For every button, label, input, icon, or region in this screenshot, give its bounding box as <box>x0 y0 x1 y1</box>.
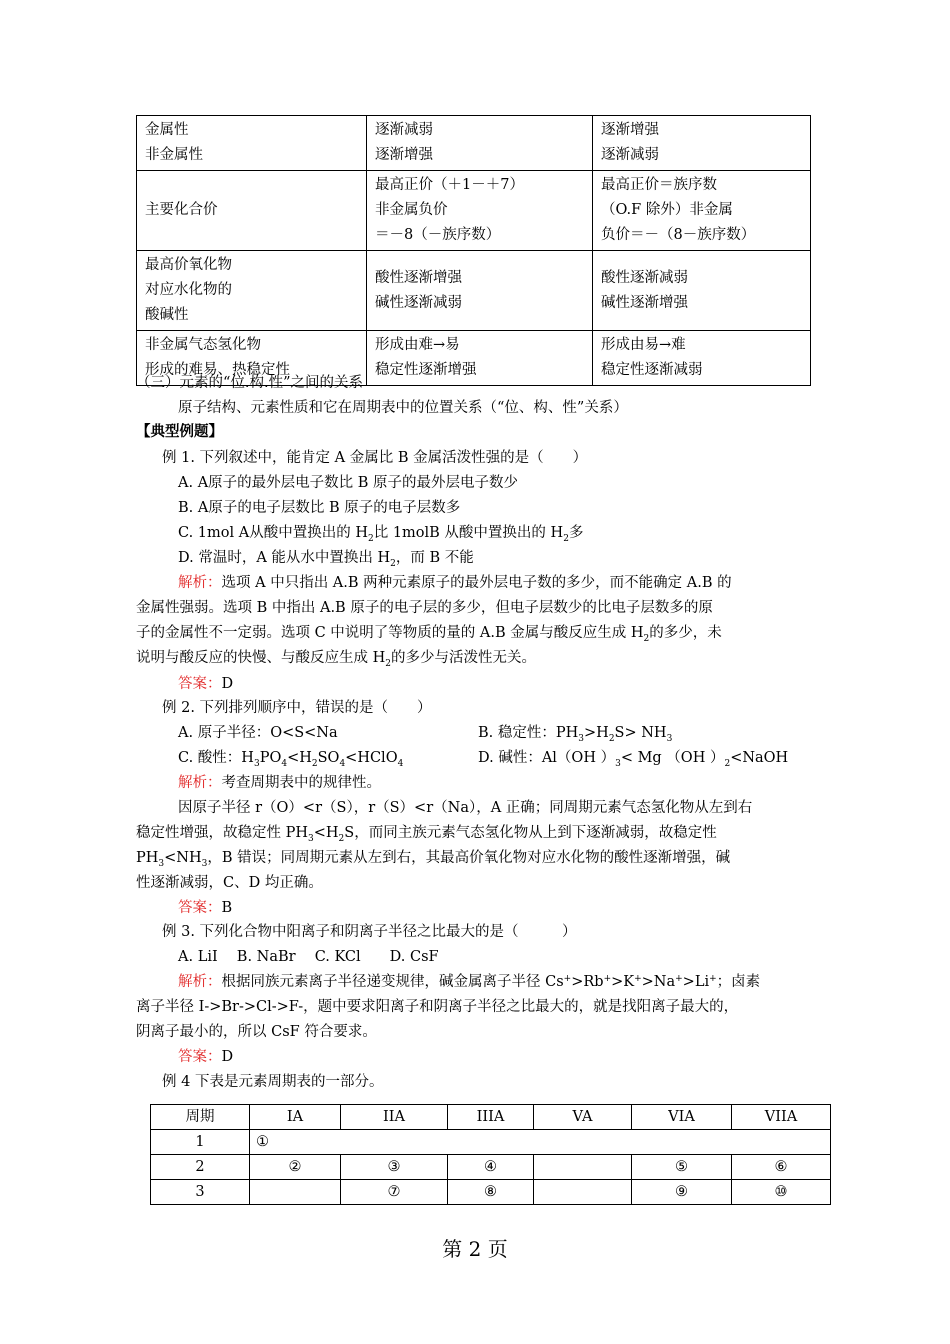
table-cell: 形成由易→难 稳定性逐渐减弱 <box>593 331 811 386</box>
header-cell: VIIA <box>732 1105 831 1130</box>
section-description: 原子结构、元素性质和它在周期表中的位置关系（“位、构、性”关系） <box>178 400 628 416</box>
table-cell: 形成由难→易 稳定性逐渐增强 <box>367 331 593 386</box>
table-row <box>151 1155 831 1180</box>
header-cell: 周期 <box>151 1105 250 1130</box>
table-cell: ⑩ <box>732 1180 831 1205</box>
example-1-question: 例 1. 下列叙述中，能肯定 A 金属比 B 金属活泼性强的是（ ） <box>162 450 588 466</box>
table-row <box>137 251 811 331</box>
table-cell: ① <box>250 1130 831 1155</box>
table-cell: 主要化合价 <box>137 171 367 251</box>
example-2-answer: 答案：B <box>178 900 233 916</box>
example-3-analysis: 解析：根据同族元素离子半径递变规律，碱金属离子半径 Cs+>Rb+>K+>Na+>Li+；卤素 离子半径 I->Br->Cl->F-，题中要求阳离子和阴离子半径之比最大的，就是找阳离子最大的， 阴离子最小的，所以 CsF 符合要求。 <box>136 974 761 1040</box>
periodic-trend-table <box>136 115 811 386</box>
table-cell: 最高正价（＋1－＋7） 非金属负价 ＝－8（－族序数） <box>367 171 593 251</box>
example-2-question: 例 2. 下列排列顺序中，错误的是（ ） <box>162 700 432 716</box>
table-cell <box>534 1180 632 1205</box>
examples-heading: 【典型例题】 <box>136 423 223 440</box>
header-cell: VIA <box>632 1105 732 1130</box>
table-cell: 2 <box>151 1155 250 1180</box>
table-cell: ⑥ <box>732 1155 831 1180</box>
option-a: A. 原子半径：O<S<Na <box>178 725 338 741</box>
table-cell: 1 <box>151 1130 250 1155</box>
option-b: B. A原子的电子层数比 B 原子的电子层数多 <box>178 500 461 516</box>
table-cell: ③ <box>341 1155 448 1180</box>
table-cell: 逐渐减弱 逐渐增强 <box>367 116 593 171</box>
table-cell: 最高价氧化物 对应水化物的 酸碱性 <box>137 251 367 331</box>
table-cell: 酸性逐渐减弱 碱性逐渐增强 <box>593 251 811 331</box>
option-d: D. 常温时，A 能从水中置换出 $H_2$，而 B 不能 <box>178 550 474 569</box>
table-cell <box>250 1180 341 1205</box>
table-row <box>151 1180 831 1205</box>
header-cell: IIA <box>341 1105 448 1130</box>
header-cell: IA <box>250 1105 341 1130</box>
example-1-answer: 答案：D <box>178 676 234 692</box>
option-c: C. 1mol A从酸中置换出的 $H_2$比 1molB 从酸中置换出的 $H_2$多 <box>178 525 584 544</box>
analysis-label: 解析： <box>178 575 222 591</box>
example-3-question: 例 3. 下列化合物中阳离子和阴离子半径之比最大的是（ ） <box>162 924 577 940</box>
example-3-answer: 答案：D <box>178 1049 234 1065</box>
table-cell: 金属性 非金属性 <box>137 116 367 171</box>
option-c: C. 酸性：$H_3PO_4<H_2SO_4<HClO_4$ <box>178 750 404 769</box>
table-cell: 逐渐增强 逐渐减弱 <box>593 116 811 171</box>
table-cell: 3 <box>151 1180 250 1205</box>
table-row <box>137 116 811 171</box>
page-number: 第 2 页 <box>442 1237 508 1261</box>
header-cell: VA <box>534 1105 632 1130</box>
periodic-table-fragment <box>150 1104 831 1205</box>
section-title: （三）元素的“位.构.性”之间的关系 <box>136 375 364 391</box>
table-cell: 非金属气态氢化物 形成的难易、热稳定性 <box>137 331 367 386</box>
table-cell: 酸性逐渐增强 碱性逐渐减弱 <box>367 251 593 331</box>
header-cell: IIIA <box>448 1105 534 1130</box>
table-cell <box>534 1155 632 1180</box>
table-cell: ⑧ <box>448 1180 534 1205</box>
example-1-analysis: 解析：选项 A 中只指出 A.B 两种元素原子的最外层电子数的多少，而不能确定 A.B 的 金属性强弱。选项 B 中指出 A.B 原子的电子层的多少，但电子层数少的比电子层数多的原 子的金属性不一定弱。选项 C 中说明了等物质的量的 A.B 金属与酸反应生成 $H_2$的多少，未 说明与酸反应的快慢、与酸反应生成 $H_2$的多少与活泼性无关。 <box>136 575 732 669</box>
example-4-question: 例 4 下表是元素周期表的一部分。 <box>162 1074 384 1090</box>
table-cell: ⑦ <box>341 1180 448 1205</box>
example-2-analysis: 因原子半径 r（O）<r（S），r（S）<r（Na），A 正确；同周期元素气态氢化物从左到右 稳定性增强，故稳定性 $PH_3<H_2S$，而同主族元素气态氢化物从上到下逐渐减弱，故稳定性 $PH_3<NH_3$，B 错误；同周期元素从左到右，其最高价氧化物对应水化物的酸性逐渐增强，碱 性逐渐减弱，C、D 均正确。 <box>136 800 753 891</box>
option-d: D. 碱性：Al（OH ）$_3< Mg$ （OH ）$_2<NaOH$ <box>478 750 789 769</box>
example-2-analysis-head: 解析：考查周期表中的规律性。 <box>178 775 381 791</box>
table-cell: ④ <box>448 1155 534 1180</box>
option-b: B. 稳定性：$PH_3>H_2S> NH_3$ <box>478 725 673 744</box>
table-header-row <box>151 1105 831 1130</box>
table-cell: ② <box>250 1155 341 1180</box>
table-cell: ⑤ <box>632 1155 732 1180</box>
table-cell: ⑨ <box>632 1180 732 1205</box>
table-row <box>137 171 811 251</box>
option-a: A. A原子的最外层电子数比 B 原子的最外层电子数少 <box>178 475 519 491</box>
table-row <box>151 1130 831 1155</box>
example-3-options: A. LiI B. NaBr C. KCl D. CsF <box>178 949 439 965</box>
table-cell: 最高正价＝族序数 （O.F 除外）非金属 负价＝－（8－族序数） <box>593 171 811 251</box>
